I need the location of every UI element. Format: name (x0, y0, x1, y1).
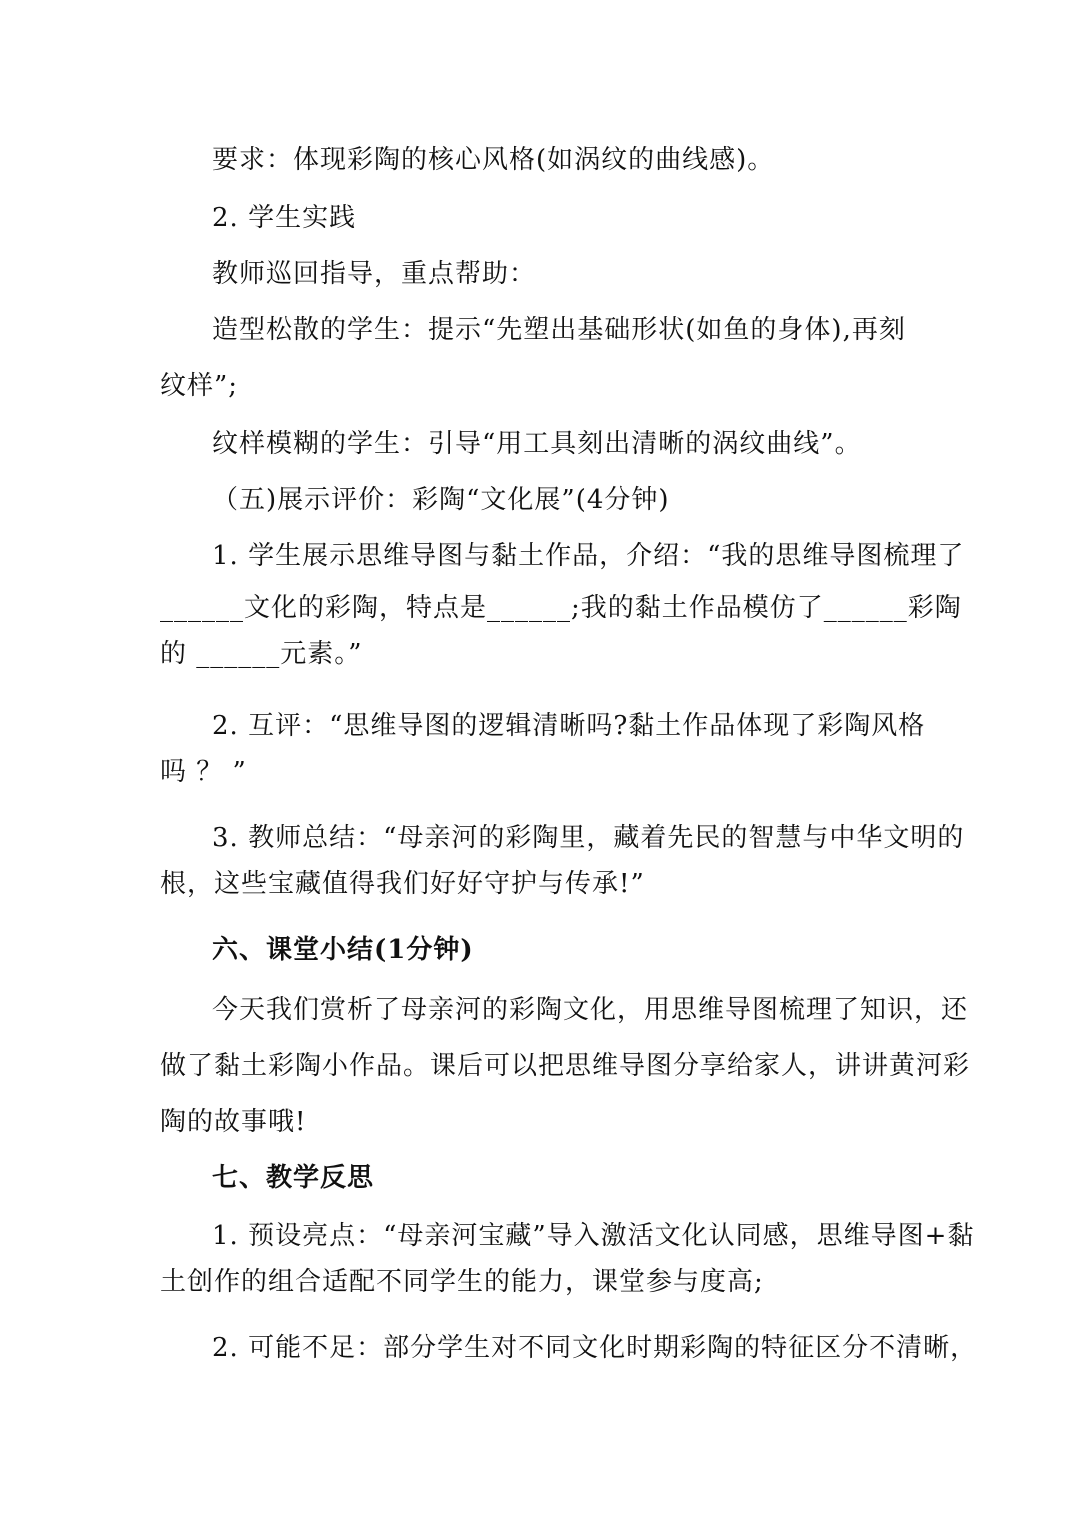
exhibition-item1-line3: 的 ______元素。” (160, 639, 363, 669)
teacher-guidance-text: 教师巡回指导，重点帮助： (212, 259, 537, 289)
exhibition-item1-line1: 1. 学生展示思维导图与黏土作品，介绍：“我的思维导图梳理了 (212, 541, 965, 571)
section-class-summary-heading: 六、课堂小结(1分钟) (212, 935, 474, 965)
guidance-loose-shape-line2: 纹样”; (160, 371, 239, 401)
exhibition-item1-line2: ______文化的彩陶，特点是______;我的黏土作品模仿了______彩陶 (160, 593, 962, 623)
guidance-loose-shape-line1: 造型松散的学生：提示“先塑出基础形状(如鱼的身体),再刻 (212, 315, 906, 345)
section-teaching-reflection-heading: 七、教学反思 (212, 1163, 375, 1193)
teacher-summary-line1: 3. 教师总结：“母亲河的彩陶里，藏着先民的智慧与中华文明的 (212, 823, 965, 853)
class-summary-line2: 做了黏土彩陶小作品。课后可以把思维导图分享给家人，讲讲黄河彩 (160, 1051, 971, 1081)
guidance-blurry-pattern: 纹样模糊的学生：引导“用工具刻出清晰的涡纹曲线”。 (212, 429, 862, 459)
class-summary-line1: 今天我们赏析了母亲河的彩陶文化，用思维导图梳理了知识，还 (212, 995, 969, 1025)
requirement-text: 要求：体现彩陶的核心风格(如涡纹的曲线感)。 (212, 145, 775, 175)
section-student-practice: 2. 学生实践 (212, 203, 357, 233)
section-exhibition-heading: （五)展示评价：彩陶“文化展”(4分钟) (212, 485, 670, 515)
reflection-highlight-line1: 1. 预设亮点：“母亲河宝藏”导入激活文化认同感，思维导图+黏 (212, 1221, 975, 1251)
reflection-highlight-line2: 土创作的组合适配不同学生的能力，课堂参与度高; (160, 1267, 764, 1297)
peer-review-line2: 吗 ？ ” (160, 757, 247, 787)
class-summary-line3: 陶的故事哦! (160, 1107, 307, 1137)
teacher-summary-line2: 根，这些宝藏值得我们好好守护与传承!” (160, 869, 645, 899)
reflection-shortcoming-line1: 2. 可能不足：部分学生对不同文化时期彩陶的特征区分不清晰， (212, 1333, 978, 1363)
peer-review-line1: 2. 互评：“思维导图的逻辑清晰吗?黏土作品体现了彩陶风格 (212, 711, 926, 741)
